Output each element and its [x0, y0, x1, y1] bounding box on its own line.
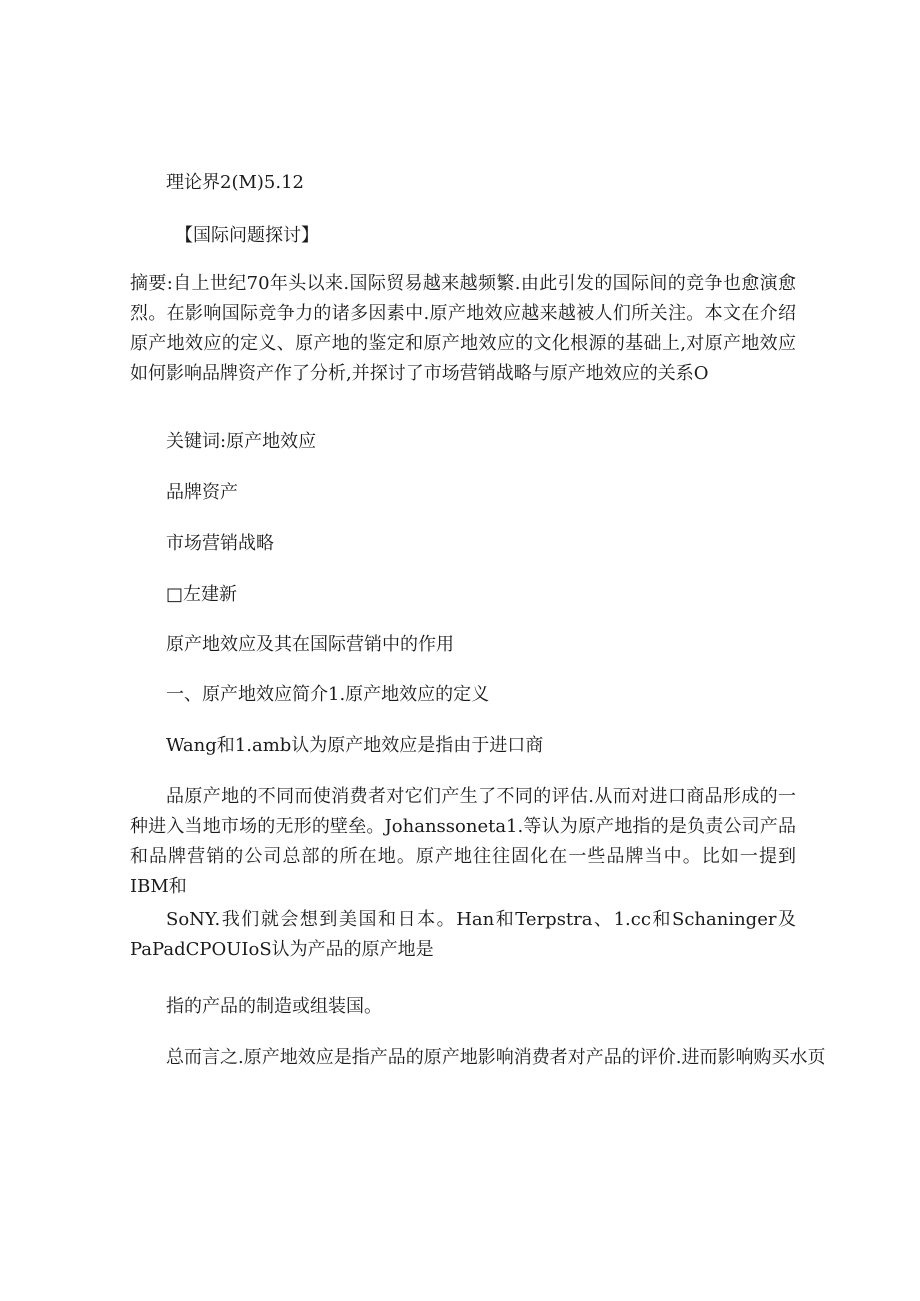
body-paragraph: 总而言之.原产地效应是指产品的原产地影响消费者对产品的评价.进而影响购买水页	[166, 1047, 826, 1068]
keyword-item: 市场营销战略	[166, 533, 274, 554]
abstract-paragraph: 摘要:自上世纪70年头以来.国际贸易越来越频繁.由此引发的国际间的竞争也愈演愈烈。在影响国际竞争力的诸多因素中.原产地效应越来越被人们所关注。本文在介绍原产地效应的定义、原产地的鉴定和原产地效应的文化根源的基础上,对原产地效应如何影响品牌资产作了分析,并探讨了市场营销战略与原产地效应的关系O	[130, 273, 796, 384]
body-paragraph: 指的产品的制造或组装国。	[166, 996, 382, 1017]
body-paragraph: SoNY.我们就会想到美国和日本。Han和Terpstra、1.cc和Schaninger及PaPadCPOUIoS认为产品的原产地是	[130, 909, 796, 960]
article-title: 原产地效应及其在国际营销中的作用	[166, 634, 454, 655]
journal-header: 理论界2(M)5.12	[166, 172, 305, 193]
keyword-item: 品牌资产	[166, 482, 238, 503]
body-paragraph: Wang和1.amb认为原产地效应是指由于进口商	[166, 735, 544, 756]
author-byline: □左建新	[166, 584, 238, 605]
keyword-item: 关键词:原产地效应	[166, 431, 317, 452]
section-heading: 一、原产地效应简介1.原产地效应的定义	[166, 684, 490, 705]
body-paragraph: 品原产地的不同而使消费者对它们产生了不同的评估.从而对进口商品形成的一种进入当地市场的无形的壁垒。Johanssoneta1.等认为原产地指的是负责公司产品和品牌营销的公司总部的所在地。原产地往往固化在一些品牌当中。比如一提到IBM和	[130, 786, 796, 897]
section-tag: 【国际问题探讨】	[175, 225, 319, 246]
